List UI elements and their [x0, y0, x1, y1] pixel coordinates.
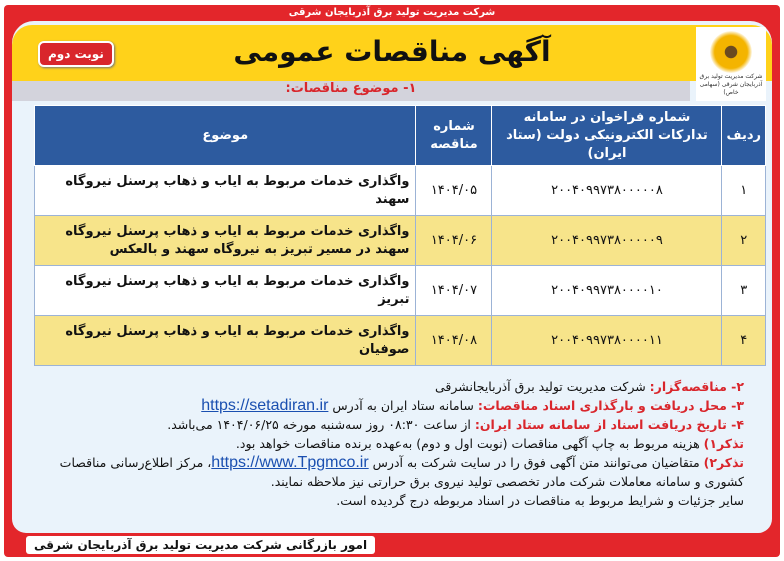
- cell-subject: واگذاری خدمات مربوط به ایاب و ذهاب پرسنل نیروگاه سهند در مسیر تبریز به نیروگاه سهند و بالعکس: [35, 216, 416, 266]
- company-top-line: شرکت مدیریت تولید برق آذربایجان شرقی: [288, 7, 496, 18]
- cell-row: ۲: [722, 216, 766, 266]
- text: ، مرکز اطلاع‌رسانی مناقصات کشوری و سامانه معاملات شرکت مادر تخصصی تولید نیروی برق حرارتی نیز ملاحظه نمایند.: [59, 455, 744, 489]
- label: ۴- تاریخ دریافت اسناد از سامانه ستاد ایران:: [474, 417, 744, 432]
- second-round-badge: نوبت دوم: [38, 41, 114, 67]
- cell-tender: ۱۴۰۴/۰۵: [416, 166, 492, 216]
- logo-caption: شرکت مدیریت تولید برق آذربایجان شرقی (سهامی خاص): [699, 73, 763, 96]
- document-date: [22, 415, 744, 434]
- section-heading: ۱- موضوع مناقصات:: [12, 81, 690, 101]
- tpgmco-link[interactable]: https://www.Tpgmco.ir: [211, 454, 369, 471]
- table-row: [35, 266, 766, 316]
- notice-frame: [4, 5, 780, 557]
- note-2: [22, 453, 744, 491]
- closing-note: سایر جزئیات و شرایط مربوط به مناقصات در اسناد مربوطه درج گردیده است.: [336, 493, 744, 508]
- label: ۳- محل دریافت و بارگذاری اسناد مناقصات:: [477, 398, 744, 413]
- cell-tender: ۱۴۰۴/۰۷: [416, 266, 492, 316]
- tender-table: [34, 105, 766, 366]
- cell-call: ۲۰۰۴۰۹۹۷۳۸۰۰۰۰۱۱: [492, 316, 722, 366]
- notice-body: [12, 21, 772, 533]
- table-row: [35, 216, 766, 266]
- page-title: آگهی مناقصات عمومی: [233, 35, 551, 68]
- cell-row: ۳: [722, 266, 766, 316]
- cell-call: ۲۰۰۴۰۹۹۷۳۸۰۰۰۰۱۰: [492, 266, 722, 316]
- sun-logo-icon: [710, 31, 752, 73]
- cell-subject: واگذاری خدمات مربوط به ایاب و ذهاب پرسنل نیروگاه صوفیان: [35, 316, 416, 366]
- cell-tender: ۱۴۰۴/۰۶: [416, 216, 492, 266]
- text: متقاضیان می‌توانند متن آگهی فوق را در سایت شرکت به آدرس: [372, 455, 700, 470]
- col-tender-number: شماره مناقصه: [416, 106, 492, 166]
- setadiran-link[interactable]: https://setadiran.ir: [201, 397, 329, 414]
- text: شرکت مدیریت تولید برق آذربایجانشرقی: [435, 379, 646, 394]
- label: تذکر۱): [703, 436, 744, 451]
- col-row: ردیف: [722, 106, 766, 166]
- cell-tender: ۱۴۰۴/۰۸: [416, 316, 492, 366]
- cell-subject: واگذاری خدمات مربوط به ایاب و ذهاب پرسنل نیروگاه سهند: [35, 166, 416, 216]
- document-location: [22, 396, 744, 415]
- table-header: [35, 106, 766, 166]
- note-1: [22, 434, 744, 453]
- cell-row: ۱: [722, 166, 766, 216]
- company-logo: [696, 27, 766, 101]
- cell-call: ۲۰۰۴۰۹۹۷۳۸۰۰۰۰۰۸: [492, 166, 722, 216]
- footer-signature: امور بازرگانی شرکت مدیریت تولید برق آذربایجان شرقی: [26, 536, 375, 554]
- col-subject: موضوع: [35, 106, 416, 166]
- label: تذکر۲): [703, 455, 744, 470]
- cell-call: ۲۰۰۴۰۹۹۷۳۸۰۰۰۰۰۹: [492, 216, 722, 266]
- col-call-number: شماره فراخوان در سامانه تدارکات الکترونیکی دولت (ستاد ایران): [492, 106, 722, 166]
- cell-row: ۴: [722, 316, 766, 366]
- text: هزینه مربوط به چاپ آگهی مناقصات (نوبت اول و دوم) به‌عهده برنده مناقصات خواهد بود.: [235, 436, 700, 451]
- text: سامانه ستاد ایران به آدرس: [332, 398, 474, 413]
- label: ۲- مناقصه‌گزار:: [649, 379, 744, 394]
- table-row: [35, 166, 766, 216]
- notice-details: [22, 377, 744, 510]
- table-row: [35, 316, 766, 366]
- text: از ساعت ۰۸:۳۰ روز سه‌شنبه مورخه ۱۴۰۴/۰۶/۲۵ می‌باشد.: [167, 417, 471, 432]
- tender-organizer: [22, 377, 744, 396]
- title-band: [12, 25, 772, 81]
- cell-subject: واگذاری خدمات مربوط به ایاب و ذهاب پرسنل نیروگاه تبریز: [35, 266, 416, 316]
